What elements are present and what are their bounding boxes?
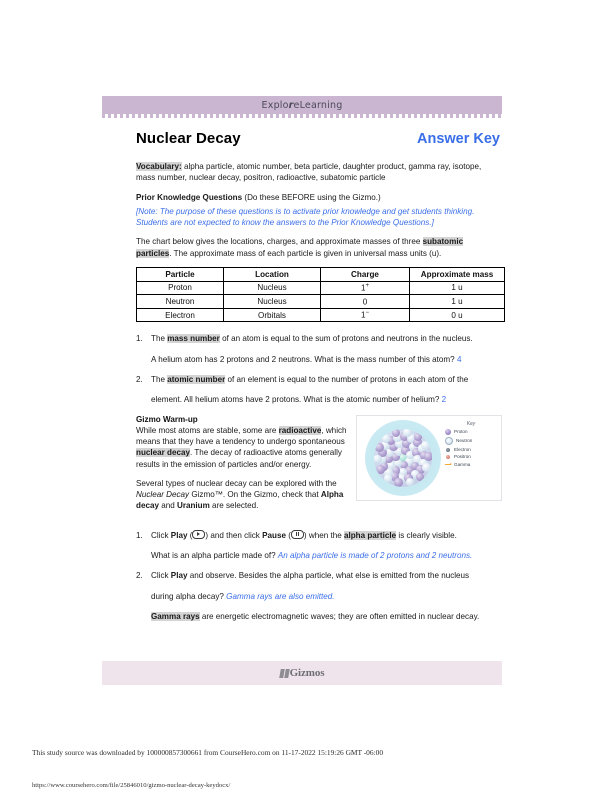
list-item [136, 570, 500, 622]
neutron-sphere [382, 434, 391, 443]
subatomic-particles-term: subatomic particles [136, 237, 464, 258]
gamma-rays-term: Gamma rays [151, 611, 200, 621]
g1-a: Click [151, 530, 171, 540]
legend-label-proton: Proton [454, 429, 468, 435]
g2-b: and observe. Besides the alpha particle, what else is emitted from the nucleus [187, 571, 470, 581]
document-content [136, 130, 500, 631]
charge-sign: + [365, 283, 370, 290]
g2-line2 [151, 591, 500, 602]
warmup-paragraph-1 [136, 425, 348, 470]
brand-text-pre: Explo [261, 99, 289, 111]
play-bold-label: Play [170, 530, 188, 540]
warmup-heading: Gizmo Warm-up [136, 414, 198, 424]
figure-legend [445, 421, 497, 470]
cell-location: Nucleus [224, 295, 321, 309]
q1-prompt: A helium atom has 2 protons and 2 neutrons. What is the mass number of this atom? [151, 354, 457, 364]
title-row [136, 130, 500, 147]
neutron-sphere [374, 455, 382, 464]
brand-text-mark: r [288, 99, 294, 111]
q2-answer: 2 [441, 395, 447, 405]
coursehero-source-url[interactable]: https://www.coursehero.com/file/25846010/gizmo-nuclear-decay-keydocx/ [32, 782, 231, 789]
proton-sphere [376, 465, 385, 474]
cell-particle: Neutron [137, 295, 224, 309]
g1-prompt: What is an alpha particle made of? [151, 551, 278, 561]
warmup-paragraph-2 [136, 478, 348, 512]
g1-d: ( [285, 530, 291, 540]
pause-icon [291, 530, 304, 539]
legend-label-neutron: Neutron [456, 438, 473, 444]
electron-dot-icon [446, 448, 450, 452]
warmup-text-column [136, 415, 348, 520]
question-number: 2. [136, 375, 143, 385]
proton-dot-icon [445, 429, 451, 435]
vocabulary-paragraph [136, 161, 500, 184]
prior-knowledge-heading-tail: (Do these BEFORE using the Gizmo.) [242, 192, 381, 202]
question-body [151, 333, 500, 365]
neutron-sphere [406, 478, 415, 487]
brand-text-post: eLearning [293, 99, 343, 111]
warmup-p2-c: and [158, 501, 177, 511]
legend-item-proton [445, 429, 497, 435]
g2-answer: Gamma rays are also emitted. [226, 591, 335, 601]
atom-illustration [363, 418, 443, 498]
g1-f: is clearly visible. [396, 530, 457, 540]
proton-sphere [394, 478, 403, 486]
g1-c: ) and then click [205, 530, 263, 540]
question-number: 2. [136, 571, 143, 581]
charge-value: 0 [362, 297, 368, 307]
nucleus-cluster [374, 429, 432, 487]
list-item [136, 374, 500, 406]
prior-knowledge-note: [Note: The purpose of these questions is to activate prior knowledge and get students thinking. Students are not expected to know the answers to the Prior Knowledge Questions.] [136, 206, 475, 228]
g2-line3-post: are energetic electromagnetic waves; they are often emitted in nuclear decay. [199, 611, 480, 621]
question-body [151, 570, 500, 622]
warmup-p1-a: While most atoms are stable, some are [136, 425, 279, 435]
gizmos-mark-icon [279, 669, 290, 678]
prior-knowledge-heading [136, 192, 500, 203]
coursehero-download-notice: This study source was downloaded by 100000857300661 from CourseHero.com on 11-17-2022 15:19:26 GMT -06:00 [32, 748, 384, 757]
atom-nucleus-figure [356, 415, 502, 501]
table-row [137, 295, 505, 309]
cell-charge [321, 281, 410, 295]
neutron-sphere [384, 474, 393, 483]
legend-item-electron [445, 447, 497, 452]
q1-pre: The [151, 334, 168, 344]
positron-dot-icon [446, 455, 450, 459]
cell-particle: Electron [137, 308, 224, 322]
warmup-p2-b: Gizmo™. On the Gizmo, check that [189, 490, 321, 500]
cell-mass: 0 u [410, 308, 505, 322]
uranium-bold: Uranium [176, 501, 210, 511]
legend-label-electron: Electron [454, 447, 471, 453]
subatomic-intro-post: . The approximate mass of each particle is given in universal mass units (u). [169, 248, 442, 258]
q2-line2 [151, 394, 500, 405]
play-bold-label-2: Play [170, 571, 188, 581]
g2-prompt: during alpha decay? [151, 591, 227, 601]
list-item [136, 530, 500, 562]
col-header-location: Location [224, 268, 321, 282]
question-body [151, 374, 500, 406]
g2-line3 [151, 611, 500, 622]
q2-pre: The [151, 375, 168, 385]
subatomic-intro-paragraph [136, 236, 500, 259]
legend-label-positron: Positron [454, 454, 471, 460]
table-row [137, 308, 505, 322]
gizmo-warmup-section [136, 415, 500, 520]
explorelearning-wordmark [262, 100, 343, 111]
charge-sign: − [365, 310, 370, 317]
cell-charge [321, 308, 410, 322]
legend-item-positron [445, 454, 497, 459]
cell-mass: 1 u [410, 281, 505, 295]
alpha-particle-term: alpha particle [343, 530, 397, 540]
question-number: 1. [136, 530, 143, 540]
gizmo-name-italic: Nuclear Decay [136, 490, 190, 500]
warmup-p1-c: . The decay of radioactive atoms generally results in the emission of particles and/or energy. [136, 448, 342, 469]
gizmos-logo-text: Gizmos [289, 667, 325, 679]
warmup-p1-b: , which means that they have a tendency to undergo spontaneous [136, 425, 347, 446]
warmup-p2-a: Several types of nuclear decay can be explored with the [136, 478, 337, 488]
mass-number-term: mass number [167, 334, 220, 344]
q1-line2 [151, 354, 500, 365]
legend-item-neutron [445, 437, 497, 445]
col-header-charge: Charge [321, 268, 410, 282]
cell-location: Orbitals [224, 308, 321, 322]
legend-title: Key [466, 420, 476, 427]
explorelearning-header-band [102, 96, 502, 114]
page-title: Nuclear Decay [136, 130, 241, 147]
cell-location: Nucleus [224, 281, 321, 295]
neutron-sphere [422, 463, 431, 472]
answer-key-label: Answer Key [416, 131, 500, 147]
col-header-particle: Particle [137, 268, 224, 282]
neutron-sphere [421, 441, 430, 450]
col-header-mass: Approximate mass [410, 268, 505, 282]
gamma-arrow-icon [445, 461, 451, 467]
q1-post: of an atom is equal to the sum of protons and neutrons in the nucleus. [219, 334, 473, 344]
nuclear-decay-term: nuclear decay [136, 448, 190, 458]
g1-e: ) when the [303, 530, 344, 540]
cell-mass: 1 u [410, 295, 505, 309]
g1-line2 [151, 550, 500, 561]
warmup-p2-d: are selected. [209, 501, 259, 511]
vocabulary-terms: alpha particle, atomic number, beta particle, daughter product, gamma ray, isotope, mass number, nuclear decay, positron, radioactive, subatomic particle [136, 162, 482, 183]
list-item [136, 333, 500, 365]
proton-sphere [416, 473, 425, 482]
radioactive-term: radioactive [278, 425, 322, 435]
neutron-dot-icon [445, 437, 453, 445]
charge-value: 1 [360, 283, 366, 293]
proton-sphere [375, 443, 384, 452]
g2-a: Click [151, 571, 171, 581]
vocabulary-label: Vocabulary: [136, 162, 182, 171]
charge-value: 1 [360, 311, 366, 320]
proton-sphere [424, 452, 432, 461]
header-band-dashed-edge [102, 114, 502, 118]
alpha-decay-bold: Alpha decay [136, 490, 344, 511]
subatomic-particles-table [136, 267, 505, 322]
legend-label-gamma: Gamma [454, 461, 471, 467]
cell-charge [321, 295, 410, 309]
q1-answer: 4 [456, 354, 462, 364]
gizmos-footer-band [102, 661, 502, 685]
question-body [151, 530, 500, 562]
gizmos-logo [280, 667, 325, 679]
play-icon [192, 530, 205, 539]
cell-particle: Proton [137, 281, 224, 295]
table-header-row [137, 268, 505, 282]
prior-knowledge-heading-bold: Prior Knowledge Questions [136, 192, 243, 202]
legend-item-gamma [445, 461, 497, 467]
question-number: 1. [136, 334, 143, 344]
g1-b: ( [187, 530, 193, 540]
q2-prompt: element. All helium atoms have 2 protons. What is the atomic number of helium? [151, 395, 442, 405]
neutron-sphere [403, 429, 412, 437]
subatomic-intro-pre: The chart below gives the locations, charges, and approximate masses of three [136, 237, 423, 247]
warmup-figure-column [356, 415, 500, 520]
atomic-number-term: atomic number [167, 375, 226, 385]
q2-post: of an element is equal to the number of protons in each atom of the [225, 375, 469, 385]
g1-answer: An alpha particle is made of 2 protons and 2 neutrons. [277, 551, 473, 561]
table-row [137, 281, 505, 295]
pause-bold-label: Pause [262, 530, 286, 540]
